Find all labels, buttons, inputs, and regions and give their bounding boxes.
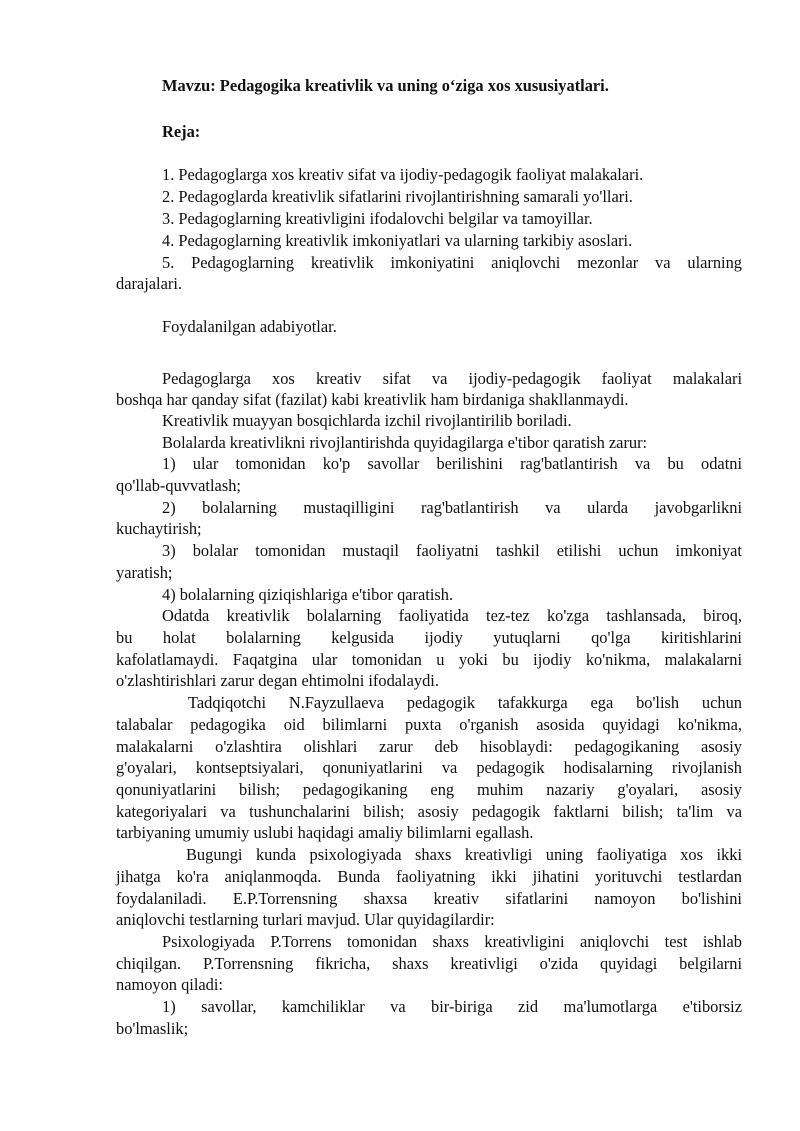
paragraph-line: foydalaniladi. E.P.Torrensning shaxsa kreativ sifatlarini namoyon bo'lishini: [116, 889, 742, 908]
paragraph-line: malakalarni o'zlashtira olishlari zarur deb hisoblaydi: pedagogikaning asosiy: [116, 737, 742, 756]
plan-item: 1. Pedagoglarga xos kreativ sifat va ijodiy-pedagogik faoliyat malakalari.: [162, 165, 644, 184]
paragraph-line: kategoriyalari va tushunchalarini bilish; asosiy pedagogik faktlarni bilish; ta'lim va: [116, 802, 742, 821]
list-item: 3) bolalar tomonidan mustaqil faoliyatni tashkil etilishi uchun imkoniyat: [162, 541, 742, 560]
paragraph-line: qonuniyatlarini bilish; pedagogikaning eng muhim nazariy g'oyalari, asosiy: [116, 780, 742, 799]
list-item-continuation: qo'llab-quvvatlash;: [116, 476, 241, 495]
paragraph-line: bu holat bolalarning kelgusida ijodiy yutuqlarni qo'lga kiritishlarini: [116, 628, 742, 647]
paragraph-line: namoyon qiladi:: [116, 975, 223, 994]
list-item: 1) ular tomonidan ko'p savollar berilishini rag'batlantirish va bu odatni: [162, 454, 742, 473]
paragraph-line: Kreativlik muayyan bosqichlarda izchil rivojlantirilib boriladi.: [162, 411, 572, 430]
list-item: 1) savollar, kamchiliklar va bir-biriga zid ma'lumotlarga e'tiborsiz: [162, 997, 742, 1016]
paragraph-line: jihatga ko'ra aniqlanmoqda. Bunda faoliyatning ikki jihatini yorituvchi testlardan: [116, 867, 742, 886]
list-item: 2) bolalarning mustaqilligini rag'batlantirish va ularda javobgarlikni: [162, 498, 742, 517]
plan-item: 3. Pedagoglarning kreativligini ifodalovchi belgilar va tamoyillar.: [162, 209, 593, 228]
list-item-continuation: bo'lmaslik;: [116, 1019, 189, 1038]
list-item-continuation: yaratish;: [116, 563, 173, 582]
plan-item: 4. Pedagoglarning kreativlik imkoniyatlari va ularning tarkibiy asoslari.: [162, 231, 633, 250]
paragraph-line: chiqilgan. P.Torrensning fikricha, shaxs kreativligi o'zida quyidagi belgilarni: [116, 954, 742, 973]
paragraph-line: Psixologiyada P.Torrens tomonidan shaxs kreativligini aniqlovchi test ishlab: [162, 932, 742, 951]
paragraph-line: aniqlovchi testlarning turlari mavjud. Ular quyidagilardir:: [116, 910, 495, 929]
plan-item-continuation: darajalari.: [116, 274, 182, 293]
paragraph-line: boshqa har qanday sifat (fazilat) kabi kreativlik ham birdaniga shakllanmaydi.: [116, 390, 629, 409]
plan-heading: Reja:: [162, 122, 201, 141]
plan-item: 5. Pedagoglarning kreativlik imkoniyatini aniqlovchi mezonlar va ularning: [162, 253, 742, 272]
paragraph-line: Bugungi kunda psixologiyada shaxs kreativligi uning faoliyatiga xos ikki: [186, 845, 742, 864]
paragraph-line: Odatda kreativlik bolalarning faoliyatida tez-tez ko'zga tashlansada, biroq,: [162, 606, 742, 625]
paragraph-line: talabalar pedagogika oid bilimlarni puxta o'rganish asosida quyidagi ko'nikma,: [116, 715, 742, 734]
list-item: 4) bolalarning qiziqishlariga e'tibor qaratish.: [162, 585, 454, 604]
paragraph-line: tarbiyaning umumiy uslubi haqidagi amaliy bilimlarni egallash.: [116, 823, 534, 842]
paragraph-line: g'oyalari, kontseptsiyalari, qonuniyatlarini va pedagogik hodisalarning rivojlanish: [116, 758, 742, 777]
paragraph-line: o'zlashtirishlari zarur degan ehtimolni ifodalaydi.: [116, 671, 439, 690]
list-item-continuation: kuchaytirish;: [116, 519, 202, 538]
paragraph-line: kafolatlamaydi. Faqatgina ular tomonidan u yoki bu ijodiy ko'nikma, malakalarni: [116, 650, 742, 669]
plan-item: 2. Pedagoglarda kreativlik sifatlarini rivojlantirishning samarali yo'llari.: [162, 187, 633, 206]
paragraph-line: Tadqiqotchi N.Fayzullaeva pedagogik tafakkurga ega bo'lish uchun: [188, 693, 742, 712]
paragraph-line: Bolalarda kreativlikni rivojlantirishda quyidagilarga e'tibor qaratish zarur:: [162, 433, 648, 452]
paragraph-line: Pedagoglarga xos kreativ sifat va ijodiy-pedagogik faoliyat malakalari: [162, 369, 742, 388]
document-title: Mavzu: Pedagogika kreativlik va uning o‘ziga xos xususiyatlari.: [162, 76, 609, 95]
references-label: Foydalanilgan adabiyotlar.: [162, 317, 337, 336]
